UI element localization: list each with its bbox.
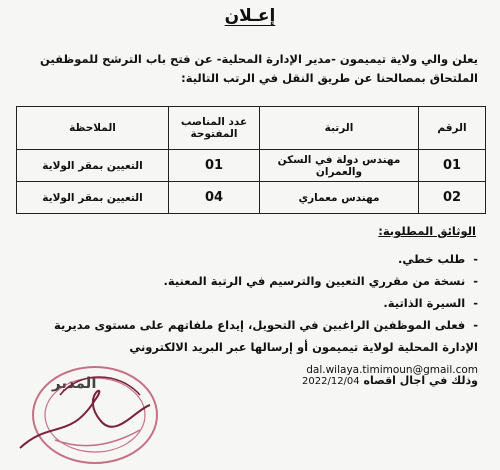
header-rank: الرتبة [260,107,419,150]
document-text: فعلى الموظفين الراغبين في التحويل، إيداع ملفاتهم على مستوى مديرية الإدارة المحلية لولاية تيميمون أو إرسالها عبر البريد الالكتروني [53,318,478,354]
deadline-text: وذلك في اجال اقصاه [363,374,478,387]
row-rank: مهندس دولة في السكن والعمران [260,150,419,182]
bullet-icon: - [473,252,478,266]
row-count: 01 [169,150,260,182]
deadline-date: 2022/12/04 [302,376,360,387]
email-address: dal.wilaya.timimoun@gmail.com [306,364,478,376]
announcement-title: إعـلان [224,6,276,26]
intro-paragraph: يعلن والي ولاية تيميمون -مدير الإدارة المحلية- عن فتح باب الترشح للموظفين الملتحاق بمصالحنا عن طريق النقل في الرتب التالية: [40,52,478,85]
bullet-icon: - [473,318,478,332]
document-text: نسخة من مقرري التعيين والترسيم في الرتبة المعنية. [163,274,466,288]
row-number: 01 [419,150,486,182]
document-text: طلب خطي. [398,252,466,266]
document-text: السيرة الذاتية. [383,296,466,310]
documents-heading: الوثائق المطلوبة: [378,224,476,238]
row-note: التعيين بمقر الولاية [17,150,169,182]
bullet-icon: - [473,296,478,310]
header-note: الملاحظة [17,107,169,150]
bullet-icon: - [473,274,478,288]
row-number: 02 [419,182,486,214]
official-stamp [33,367,157,463]
row-note: التعيين بمقر الولاية [17,182,169,214]
row-count: 04 [169,182,260,214]
signature-title: المدير [52,374,97,392]
header-open-positions: عدد المناصب المفتوحة [169,107,260,150]
header-number: الرقم [419,107,486,150]
row-rank: مهندس معماري [260,182,419,214]
